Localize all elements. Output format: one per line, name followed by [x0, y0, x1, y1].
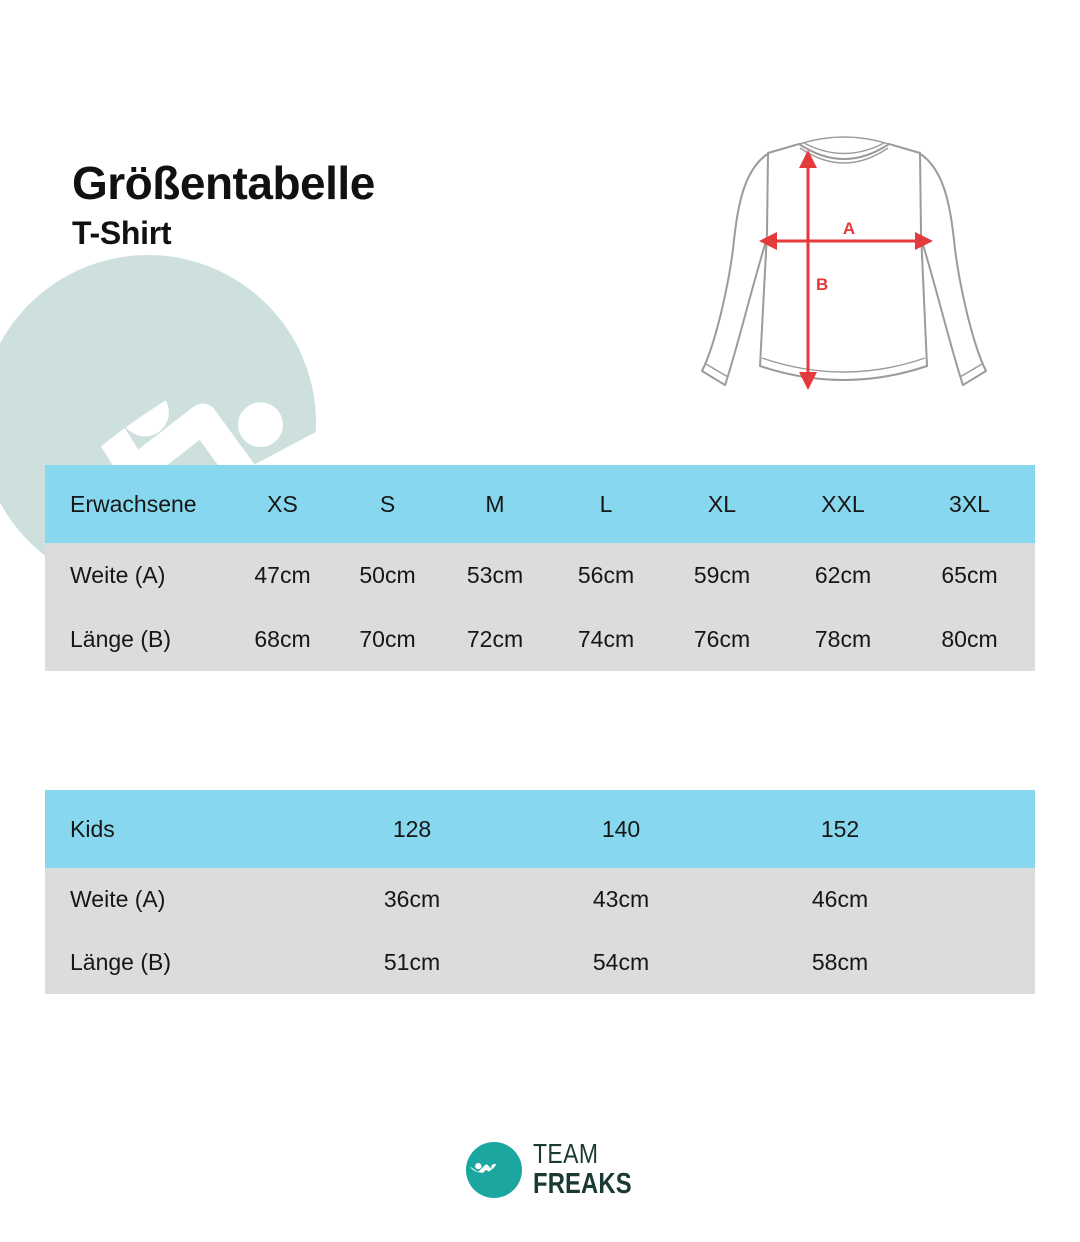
width-arrow-label: A	[842, 219, 856, 238]
measurement-value: 80cm	[941, 625, 998, 652]
measurement-value: 62cm	[814, 561, 872, 588]
row-label: Weite (A)	[70, 886, 166, 912]
measurement-value: 74cm	[577, 625, 635, 652]
kids-table-header	[45, 790, 1035, 868]
table-row	[45, 543, 1035, 607]
table-header-label: Kids	[70, 815, 115, 842]
measurement-value: 65cm	[941, 561, 998, 588]
table-row	[45, 931, 1035, 994]
measurement-value: 78cm	[814, 625, 872, 652]
adults-size-table	[45, 465, 1035, 671]
measurement-value: 36cm	[383, 886, 441, 912]
measurement-value: 56cm	[577, 561, 635, 588]
kids-table-body	[45, 868, 1035, 994]
shirt-diagram	[693, 128, 995, 406]
table-header-size: M	[485, 490, 505, 517]
measurement-value: 68cm	[254, 625, 311, 652]
measurement-value: 59cm	[693, 561, 751, 588]
measurement-value: 72cm	[466, 625, 524, 652]
row-label: Länge (B)	[70, 949, 172, 975]
shirt-outline	[702, 144, 986, 385]
measurement-value: 53cm	[466, 561, 524, 588]
measurement-value: 76cm	[693, 625, 751, 652]
length-arrow-label: B	[816, 275, 829, 294]
table-header-size: 128	[392, 815, 432, 842]
measurement-value: 46cm	[811, 886, 869, 912]
table-header-size: L	[599, 490, 613, 517]
brand-logo	[465, 1139, 653, 1200]
kids-size-table	[45, 790, 1035, 994]
table-header-size: 152	[820, 815, 860, 842]
table-header-size: S	[379, 490, 396, 517]
measurement-value: 47cm	[254, 561, 311, 588]
row-label: Weite (A)	[70, 561, 166, 588]
adults-table-body	[45, 543, 1035, 671]
measurement-value: 54cm	[592, 949, 650, 975]
adults-table-header	[45, 465, 1035, 543]
row-label: Länge (B)	[70, 625, 172, 652]
logo-line-team: TEAM	[533, 1138, 599, 1169]
table-header-size: XS	[267, 490, 298, 517]
logo-text	[533, 1139, 632, 1200]
table-row	[45, 607, 1035, 671]
table-header-size: 140	[601, 815, 641, 842]
table-header-label: Erwachsene	[70, 490, 197, 517]
table-header-size: XL	[707, 490, 737, 517]
page-title: Größentabelle	[72, 157, 375, 209]
measurement-value: 70cm	[359, 625, 416, 652]
team-freaks-logo-icon	[465, 1141, 523, 1199]
measurement-value: 50cm	[359, 561, 416, 588]
measurement-value: 43cm	[592, 886, 650, 912]
measurement-value: 58cm	[811, 949, 869, 975]
table-row	[45, 868, 1035, 931]
table-header-size: 3XL	[949, 490, 990, 517]
title-block	[72, 158, 375, 252]
page-subtitle: T-Shirt	[72, 214, 172, 251]
table-header-size: XXL	[821, 490, 865, 517]
measurement-value: 51cm	[383, 949, 441, 975]
logo-line-freaks: FREAKS	[533, 1168, 632, 1200]
